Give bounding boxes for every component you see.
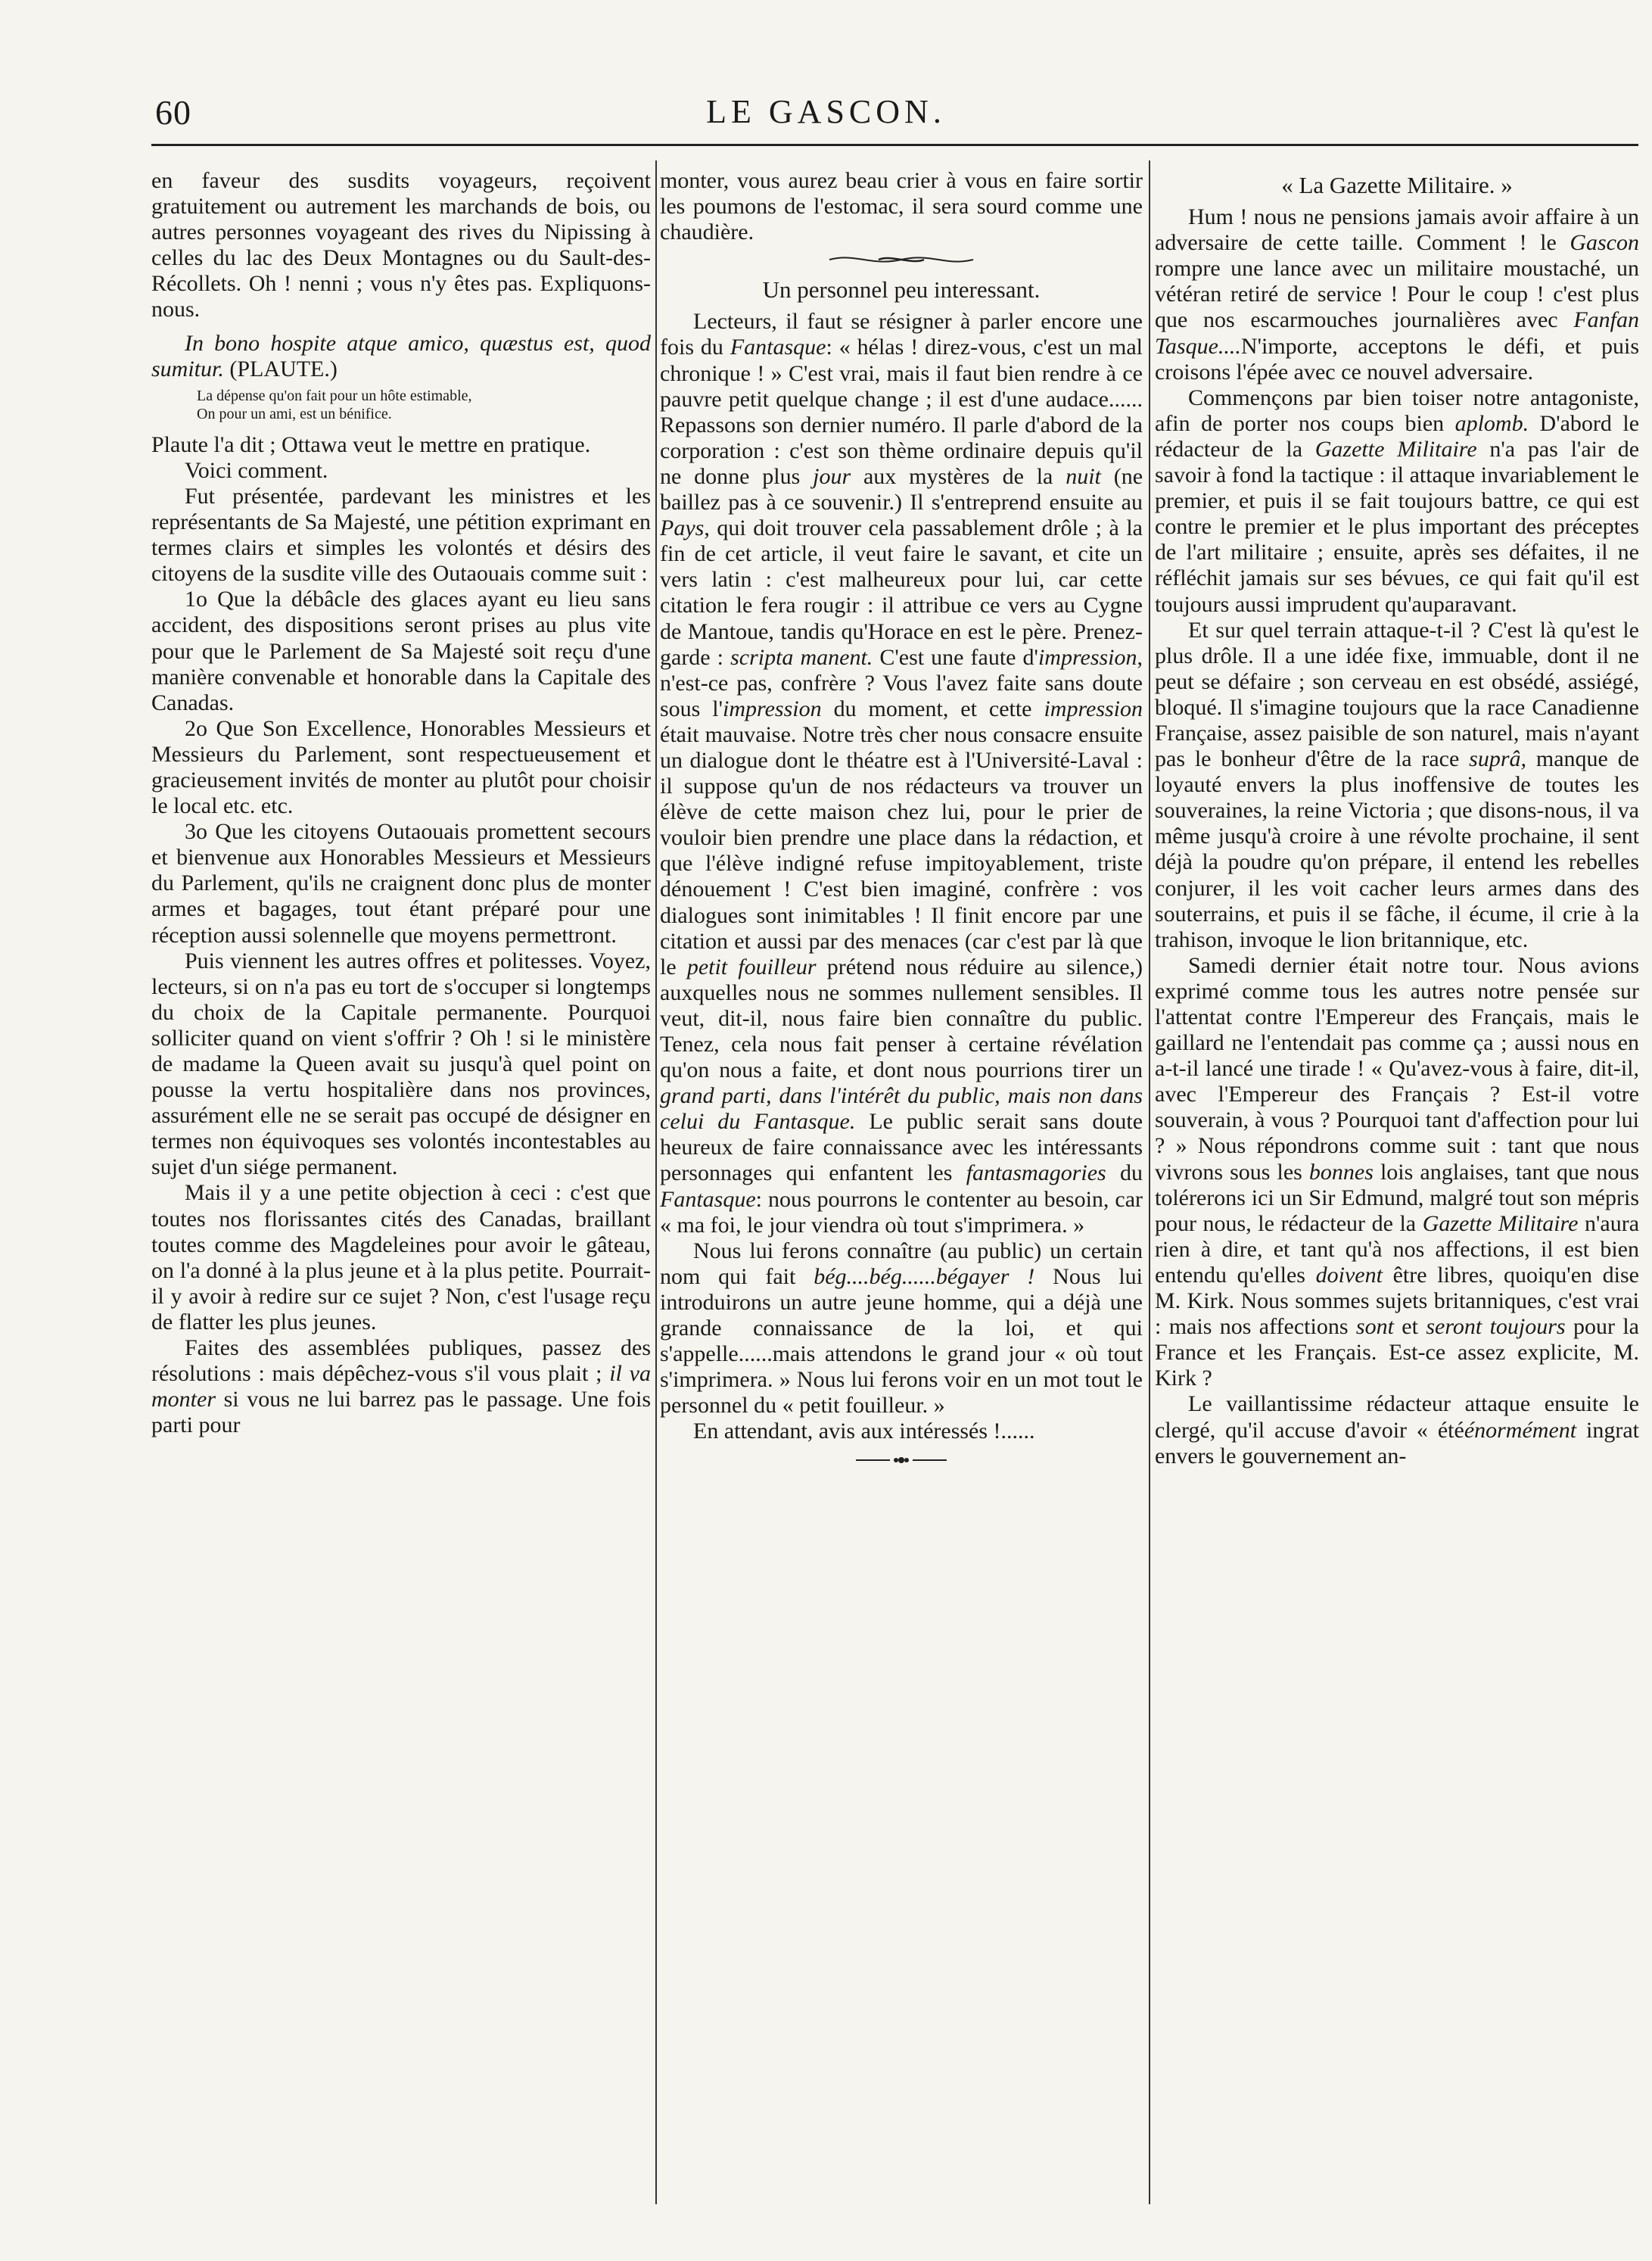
text-run: C'est une faute d' [879, 644, 1038, 670]
header-rule [151, 144, 1638, 146]
end-ornament-icon [852, 1453, 950, 1468]
text-run: D'abord le rédacteur de la [1155, 410, 1639, 462]
text-run: , qui doit trouver cela passablement drôle ; à la fin de cet article, il veut faire le savant, et cite un vers latin : c'est malheureux pour lui, car cette citation le fera rougir : il attribue ce vers au Cygne de Mantoue, tandis qu'Horace en est le père. Prenez-garde : [660, 515, 1143, 670]
text-run: : « hélas ! direz-vous, c'est un mal chronique ! » C'est vrai, mais il faut bien rendre à ce pauvre petit quelque change ; il est d'une audace...... Repassons son dernier numéro. Il parle d'abord de la corporation : c'est son thème ordinaire depuis qu'il ne donne plus [660, 335, 1143, 489]
italic-run: doivent [1315, 1262, 1383, 1288]
newspaper-title: LE GASCON. [706, 93, 946, 130]
italic-run: fantasmagories [966, 1160, 1106, 1186]
paragraph [660, 1238, 1143, 1419]
column-rule-2 [1149, 160, 1150, 2204]
paragraph: Mais il y a une petite objection à ceci : c'est que toutes nos florissantes cités des Canadas, braillant toutes comme des Magdeleines pour avoir le gâteau, on l'a donné à la plus jeune et à la plus petite. Pourrait-il y avoir à redire sur ce sujet ? Non, c'est l'usage reçu de flatter les plus jeunes. [151, 1180, 651, 1334]
text-run: Et sur quel terrain attaque-t-il ? C'est là qu'est le plus drôle. Il a une idée fixe, immuable, dont il ne peut se défaire ; son cerveau en est obsédé, assiégé, bloqué. Il s'imagine toujours que la race Canadienne Française, assez paisible de son naturel, mais n'ayant pas le bonheur d'être de la race [1155, 617, 1639, 772]
paragraph [1155, 953, 1639, 1392]
paragraph [1155, 204, 1639, 385]
text-run: aux mystères de la [863, 463, 1053, 489]
column-rule-1 [655, 160, 657, 2204]
italic-run: jour [813, 463, 851, 489]
paragraph: monter, vous aurez beau crier à vous en faire sortir les poumons de l'estomac, il sera sourd comme une chaudière. [660, 168, 1143, 245]
paragraph: En attendant, avis aux intéressés !...... [693, 1419, 1035, 1444]
text-run: Le vaillantissime rédacteur attaque ensuite le clergé, qu'il accuse d'avoir « été [1155, 1391, 1639, 1443]
text-run: prétend nous réduire au silence,) auxquelles nous ne sommes nullement sensibles. Il veut, dit-il, nous faire bien connaître du public. Tenez, cela nous fait penser à certaine révélation qu'on nous a faite, et dont nous pourrions tirer un [660, 954, 1143, 1083]
paragraph: Puis viennent les autres offres et politesses. Voyez, lecteurs, si on n'a pas eu tort de s'occuper si longtemps du choix de la Capitale permanente. Pourquoi solliciter quand on vient s'offrir ? Oh ! si le ministère de madame la Queen avait su jusqu'à quel point on pousse la vertu hospitalière dans nos provinces, assurément elle ne se serait pas occupé de désigner en termes non équivoques ses volontés incontestables au sujet d'un siége permanent. [151, 948, 651, 1180]
text-run: n'aura rien à dire, et tant qu'à nos affections, il est bien entendu qu'elles [1155, 1210, 1639, 1288]
paragraph: Plaute l'a dit ; Ottawa veut le mettre en pratique. [151, 431, 591, 457]
italic-run: impression [1044, 696, 1143, 721]
paragraph: 2o Que Son Excellence, Honorables Messieurs et Messieurs du Parlement, sont respectueusement et gracieusement invités de monter au plutôt pour choisir le local etc. etc. [151, 715, 651, 819]
paragraph: 3o Que les citoyens Outaouais promettent secours et bienvenue aux Honorables Messieurs et Messieurs du Parlement, qu'ils ne craignent donc plus de monter armes et bagages, tout étant préparé pour une réception aussi solennelle que moyens permettront. [151, 819, 651, 948]
text-run: Lecteurs, il faut se résigner à parler encore une fois du [660, 309, 1143, 360]
quote-text: In bono hospite atque amico, quæstus est, quod sumitur. [151, 330, 651, 382]
paragraph: en faveur des susdits voyageurs, reçoivent gratuitement ou autrement les marchands de bois, ou autres personnes voyageant des rives du Nipissing à celles du lac des Deux Montagnes ou du Sault-des-Récollets. Oh ! nenni ; vous n'y êtes pas. Expliquons-nous. [151, 168, 651, 322]
quote-author: (PLAUTE.) [229, 356, 338, 382]
text-run: pour la France et les Français. Est-ce assez explicite, M. Kirk ? [1155, 1314, 1639, 1391]
text-run: lois anglaises, tant que nous tolérerons ici un Sir Edmund, malgré tout son mépris pour nous, le rédacteur de la [1155, 1159, 1639, 1236]
text-run: du [1120, 1160, 1143, 1186]
italic-run: Gazette Militaire [1422, 1210, 1579, 1236]
italic-run: grand parti, dans l'intérêt du public, mais non dans celui du Fantasque. [660, 1083, 1143, 1135]
text-run: Samedi dernier était notre tour. Nous avions exprimé comme tous les autres notre pensée sur l'attentat contre l'Empereur des Français, mais le gaillard ne l'entendait pas comme ça ; aussi nous en a-t-il lancé une tirade ! « Qu'avez-vous à faire, dit-il, avec l'Empereur des Français ? Est-il votre souverain, à vous ? Pourquoi tant d'affection pour lui ? » Nous répondrons comme suit : tant que nous vivrons sous les [1155, 952, 1639, 1185]
text-run: et [1402, 1314, 1418, 1340]
text-run: si vous ne lui barrez pas le passage. Une fois parti pour [151, 1387, 651, 1438]
text-run: manque de loyauté envers la plus inoffensive de toutes les souveraines, la reine Victoria ; que disons-nous, il va même jusqu'à croire à une révolte prochaine, il sent déjà la poudre qu'on prépare, il entend les rebelles conjurer, il les voit cacher leurs armes dans des souterrains, et puis il se fâche, il écume, il crie à la trahison, invoque le lion britannique, etc. [1155, 746, 1639, 952]
paragraph [660, 309, 1143, 1238]
italic-run: seront toujours [1426, 1314, 1566, 1340]
paragraph [151, 1335, 651, 1438]
paragraph [1155, 1391, 1639, 1468]
text-run: être libres, quoiqu'en dise M. Kirk. Nous sommes sujets britanniques, c'est vrai : mais nos affections [1155, 1262, 1639, 1340]
italic-run: aplomb. [1454, 410, 1529, 436]
italic-run: Fanfan Tasque.... [1155, 307, 1639, 359]
column-1 [151, 168, 651, 2212]
note-line-1: La dépense qu'on fait pour un hôte estimable, [197, 387, 472, 404]
italic-run: Fantasque [730, 335, 826, 360]
text-run: ingrat envers le gouvernement an- [1155, 1417, 1639, 1468]
italic-run: bég....bég......bégayer ! [814, 1263, 1035, 1289]
note-line-2: On pour un ami, est un bénifice. [197, 405, 392, 422]
paragraph: 1o Que la débâcle des glaces ayant eu lieu sans accident, des dispositions seront prises au plus vite pour que le Parlement de Sa Majesté soit reçu d'une manière convenable et honorable dans la Capitale des Canadas. [151, 587, 651, 715]
paragraph: Fut présentée, pardevant les ministres et les représentants de Sa Majesté, une pétition exprimant en termes clairs et simples les volontés et désirs des citoyens de la susdite ville des Outaouais comme suit : [151, 483, 651, 587]
italic-run: énormément [1464, 1417, 1577, 1443]
italic-run: sont [1355, 1314, 1394, 1340]
italic-run: Fantasque [660, 1186, 756, 1212]
text-run: Faites des assemblées publiques, passez des résolutions : mais dépêchez-vous s'il vous plait ; [151, 1335, 651, 1387]
text-run: , n'est-ce pas, confrère ? Vous l'avez faite sans doute sous l' [660, 644, 1143, 721]
italic-run: nuit [1066, 463, 1101, 489]
ornament-divider-icon [826, 251, 977, 268]
text-run: Nous lui introduirons un autre jeune homme, qui a déjà une grande connaissance de la loi, et qui s'appelle......mais attendons le grand jour « où tout s'imprimera. » Nous lui ferons voir en un mot tout le personnel du « petit fouilleur. » [660, 1263, 1143, 1419]
text-run: n'a pas l'air de savoir à fond la tactique : il attaque invariablement le premier, et puis il se fait toujours battre, ce qui est contre le premier et le plus important des préceptes de l'art militaire ; ensuite, après ses défaites, il ne réfléchit jamais sur ses bévues, ce qui fait qu'il est toujours aussi imprudent qu'auparavant. [1155, 436, 1639, 617]
text-run: Hum ! nous ne pensions jamais avoir affaire à un adversaire de cette taille. Comment ! le [1155, 204, 1639, 256]
italic-run: Gazette Militaire [1314, 436, 1477, 462]
italic-run: bonnes [1308, 1159, 1374, 1185]
paragraph [1155, 618, 1639, 953]
italic-run: il va monter [151, 1361, 651, 1412]
italic-run: suprâ, [1469, 746, 1527, 772]
text-run: était mauvaise. Notre très cher nous consacre ensuite un dialogue dont le théatre est à l'Université-Laval : il suppose qu'un de nos rédacteurs va trouver un élève de cette maison chez lui, pour le prier de vouloir bien prendre une place dans la rédaction, et que l'élève indigné refuse impitoyablement, triste dénouement ! C'est bien imaginé, confrère : vos dialogues sont inimitables ! Il finit encore par une citation et aussi par des menaces (car c'est par là que le [660, 721, 1143, 979]
text-run: (ne baillez pas à ce souvenir.) Il s'entreprend ensuite au [660, 463, 1143, 515]
column-2 [660, 168, 1143, 2212]
italic-run: Pays [660, 515, 705, 541]
text-run: : nous pourrons le contenter au besoin, car « ma foi, le jour viendra où tout s'imprimera. » [660, 1186, 1143, 1238]
text-run: rompre une lance avec un militaire moustaché, un vétéran retiré de service ! Pour le coup ! c'est plus que nos escarmouches journalières avec [1155, 256, 1639, 333]
text-run: du moment, et cette [833, 696, 1032, 721]
paragraph: Voici comment. [185, 457, 328, 483]
page-number: 60 [155, 93, 191, 132]
italic-run: Gascon [1570, 230, 1639, 256]
text-run: N'importe, acceptons le défi, et puis croisons l'épée avec ce nouvel adversaire. [1155, 333, 1639, 385]
italic-run: impression [723, 696, 822, 721]
text-run: Le public serait sans doute heureux de faire connaissance avec les intéressants personnages qui enfantent les [660, 1109, 1143, 1186]
italic-run: impression [1038, 644, 1137, 670]
italic-run: scripta manent. [730, 644, 873, 670]
latin-quote [151, 331, 651, 382]
italic-run: petit fouilleur [686, 954, 817, 979]
text-run: Nous lui ferons connaître (au public) un certain nom qui fait [660, 1238, 1143, 1289]
quote-translation [197, 387, 651, 423]
article-heading: Un personnel peu interessant. [762, 276, 1041, 304]
column-3 [1155, 168, 1639, 2212]
text-run: Commençons par bien toiser notre antagoniste, afin de porter nos coups bien [1155, 385, 1639, 436]
paragraph [1155, 385, 1639, 618]
article-heading: « La Gazette Militaire. » [1281, 172, 1513, 198]
